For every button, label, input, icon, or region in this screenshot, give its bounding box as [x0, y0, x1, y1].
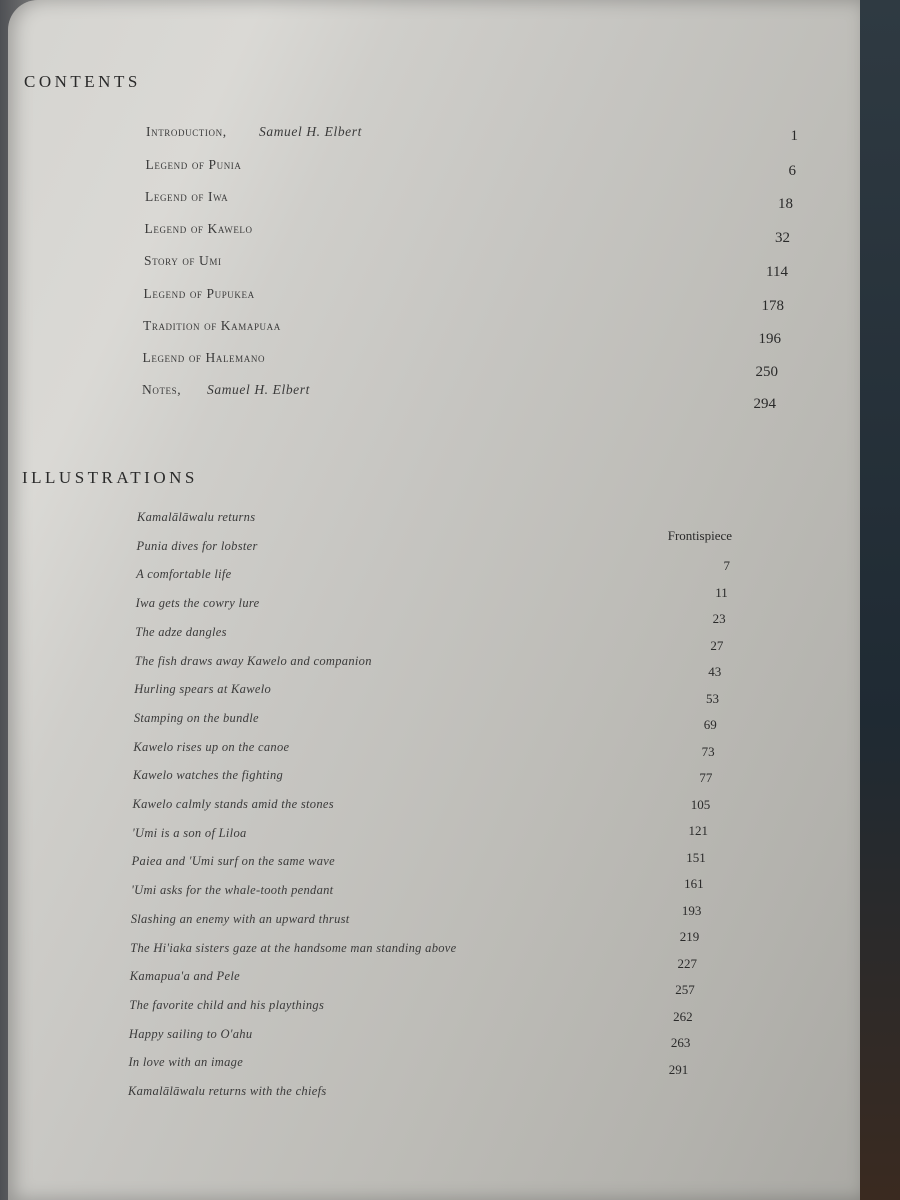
illustration-page: Frontispiece	[667, 528, 732, 543]
illustration-page: 27	[710, 637, 724, 653]
illustration-page: 69	[703, 717, 717, 732]
illustration-page: 73	[701, 743, 715, 759]
contents-entry-page: 178	[761, 298, 784, 314]
illustration-caption: In love with an image	[128, 1055, 244, 1070]
illustration-caption: Kamalālāwalu returns with the chiefs	[128, 1084, 327, 1098]
illustration-caption: Kawelo watches the fighting	[132, 768, 284, 783]
illustration-page: 151	[686, 849, 706, 865]
contents-entry-page: 294	[753, 396, 776, 412]
illustration-caption: Kamapua'a and Pele	[129, 969, 240, 984]
contents-entry-page: 250	[755, 364, 778, 380]
illustration-caption: A comfortable life	[136, 567, 232, 582]
illustration-page: 257	[675, 982, 695, 997]
illustration-page: 43	[708, 664, 722, 679]
illustration-caption: The fish draws away Kawelo and companion	[134, 653, 372, 668]
illustration-caption: Kawelo rises up on the canoe	[133, 739, 290, 754]
illustration-caption: Kawelo calmly stands amid the stones	[132, 797, 334, 811]
illustration-page: 263	[670, 1035, 691, 1050]
illustration-caption: Kamalālāwalu returns	[137, 510, 256, 524]
illustration-caption: Paiea and 'Umi surf on the same wave	[131, 854, 335, 869]
contents-entry-title: Legend of Pupukea	[143, 286, 255, 301]
contents-entry-title: Legend of Iwa	[145, 189, 229, 204]
illustration-page: 11	[715, 584, 728, 600]
illustration-page: 23	[712, 611, 726, 626]
contents-entry-page: 18	[778, 196, 793, 212]
contents-entry-page: 1	[790, 128, 798, 144]
contents-entry-page: 114	[766, 264, 788, 280]
illustration-page: 105	[690, 796, 711, 812]
contents-entry-title: Notes,	[142, 382, 182, 397]
contents-entry-title: Legend of Halemano	[142, 350, 266, 365]
contents-entry-page: 6	[788, 163, 796, 179]
illustration-caption: Iwa gets the cowry lure	[135, 596, 260, 611]
illustration-page: 193	[681, 902, 702, 918]
contents-entry-title: Tradition of Kamapuaa	[143, 318, 281, 333]
contents-entry-author: Samuel H. Elbert	[259, 124, 362, 139]
illustration-page: 161	[684, 876, 704, 891]
illustrations-heading: ILLUSTRATIONS	[22, 468, 198, 487]
illustration-caption: Happy sailing to O'ahu	[128, 1026, 253, 1041]
contents-heading: CONTENTS	[24, 72, 141, 91]
contents-entry-title: Legend of Punia	[145, 157, 242, 172]
contents-entry-title: Story of Umi	[144, 253, 222, 268]
illustration-page: 7	[723, 558, 730, 573]
illustration-page: 77	[699, 770, 713, 785]
illustration-caption: Punia dives for lobster	[136, 538, 258, 553]
illustration-caption: Hurling spears at Kawelo	[134, 682, 272, 697]
illustration-page: 219	[679, 929, 700, 944]
illustration-caption: 'Umi is a son of Liloa	[132, 825, 247, 840]
illustration-caption: The adze dangles	[135, 624, 227, 639]
contents-entry-author: Samuel H. Elbert	[207, 382, 310, 397]
contents-entry-title: Legend of Kawelo	[144, 221, 253, 236]
illustration-caption: Slashing an enemy with an upward thrust	[130, 911, 350, 926]
illustration-page: 53	[706, 690, 719, 706]
contents-entry-page: 196	[758, 331, 781, 347]
illustration-page: 227	[677, 955, 697, 971]
book-page	[8, 0, 860, 1200]
illustration-caption: The favorite child and his playthings	[129, 997, 325, 1012]
illustration-caption: The Hi'iaka sisters gaze at the handsome man standing above	[130, 940, 457, 955]
illustration-caption: 'Umi asks for the whale-tooth pendant	[131, 883, 334, 898]
illustration-page: 291	[668, 1061, 689, 1077]
contents-entry-page: 32	[775, 230, 790, 246]
contents-entry-title: Introduction,	[146, 124, 227, 139]
illustration-page: 262	[673, 1008, 693, 1024]
illustration-page: 121	[688, 823, 708, 838]
illustration-caption: Stamping on the bundle	[133, 710, 259, 725]
